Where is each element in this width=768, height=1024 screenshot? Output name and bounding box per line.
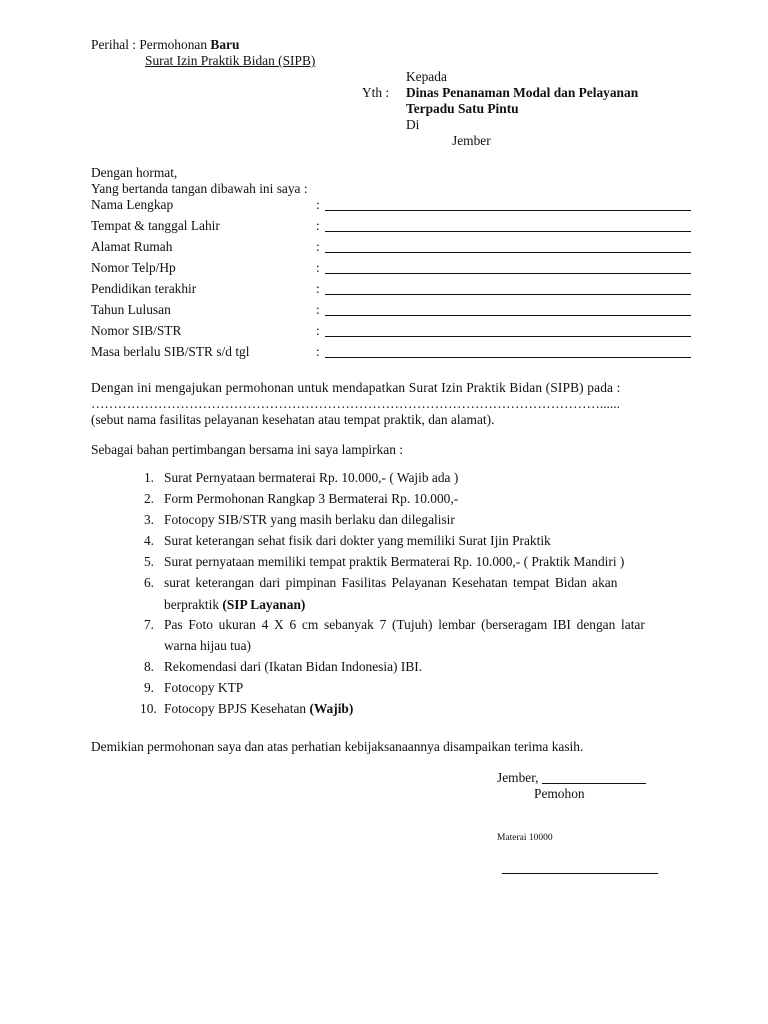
field-colon: : xyxy=(316,344,320,359)
list-text xyxy=(164,702,353,715)
field-colon: : xyxy=(316,218,320,233)
date-fill-line[interactable] xyxy=(542,783,646,784)
field-label: Masa berlalu SIB/STR s/d tgl xyxy=(91,344,250,359)
signature-line[interactable] xyxy=(502,873,658,874)
list-number: 1. xyxy=(143,470,154,485)
field-label: Pendidikan terakhir xyxy=(91,281,197,296)
field-row-education xyxy=(91,282,691,298)
fill-line[interactable] xyxy=(325,315,691,316)
field-row-address xyxy=(91,240,691,256)
list-text-line1: Pas Foto ukuran 4 X 6 cm sebanyak 7 (Tujuh) lembar (berseragam IBI dengan latar xyxy=(164,617,645,632)
list-text-line1: surat keterangan dari pimpinan Fasilitas Pelayanan Kesehatan tempat Bidan akan xyxy=(164,575,618,590)
fill-line[interactable] xyxy=(325,336,691,337)
field-label: Tempat & tanggal Lahir xyxy=(91,218,220,233)
subject-subtitle: Surat Izin Praktik Bidan (SIPB) xyxy=(145,53,316,68)
field-row-sib-expiry xyxy=(91,345,691,361)
stamp-label: Materai 10000 xyxy=(497,833,553,843)
request-text: Dengan ini mengajukan permohonan untuk mendapatkan Surat Izin Praktik Bidan (SIPB) pada : xyxy=(91,380,621,395)
list-text: Surat keterangan sehat fisik dari dokter yang memiliki Surat Ijin Praktik xyxy=(164,533,551,548)
field-row-name xyxy=(91,198,691,214)
recipient-yth: Yth : xyxy=(362,85,390,100)
recipient-line1: Dinas Penanaman Modal dan Pelayanan xyxy=(406,85,639,100)
signature-place-label: Jember, xyxy=(497,770,542,785)
field-row-graduation-year xyxy=(91,303,691,319)
list-text-line2: warna hijau tua) xyxy=(164,638,251,653)
field-label: Nomor SIB/STR xyxy=(91,323,182,338)
list-number: 3. xyxy=(143,512,154,527)
field-colon: : xyxy=(316,197,320,212)
list-text-plain: Fotocopy BPJS Kesehatan xyxy=(164,701,310,716)
subject-line xyxy=(91,38,239,51)
field-row-sib-number xyxy=(91,324,691,340)
list-text-line2 xyxy=(164,598,305,611)
field-colon: : xyxy=(316,323,320,338)
list-number: 2. xyxy=(143,491,154,506)
list-text: Rekomendasi dari (Ikatan Bidan Indonesia) IBI. xyxy=(164,659,423,674)
greeting: Dengan hormat, xyxy=(91,165,178,180)
fill-line[interactable] xyxy=(325,231,691,232)
field-row-phone xyxy=(91,261,691,277)
attachments-intro: Sebagai bahan pertimbangan bersama ini saya lampirkan : xyxy=(91,442,403,457)
field-colon: : xyxy=(316,302,320,317)
recipient-di: Di xyxy=(406,117,420,132)
closing-text: Demikian permohonan saya dan atas perhatian kebijaksanaannya disampaikan terima kasih. xyxy=(91,739,584,754)
list-text: Surat Pernyataan bermaterai Rp. 10.000,- ( Wajib ada ) xyxy=(164,470,459,485)
field-colon: : xyxy=(316,239,320,254)
list-text: Fotocopy KTP xyxy=(164,680,244,695)
list-text: Fotocopy SIB/STR yang masih berlaku dan dilegalisir xyxy=(164,512,455,527)
field-colon: : xyxy=(316,260,320,275)
fill-line[interactable] xyxy=(325,273,691,274)
list-number: 10. xyxy=(140,701,157,716)
list-text xyxy=(164,576,683,589)
field-colon: : xyxy=(316,281,320,296)
request-dots: ……………………………………………………………………………………………………...... xyxy=(91,397,620,411)
list-number: 9. xyxy=(143,680,154,695)
intro-text: Yang bertanda tangan dibawah ini saya : xyxy=(91,181,308,196)
fill-line[interactable] xyxy=(325,357,691,358)
list-number: 7. xyxy=(143,617,154,632)
list-number: 4. xyxy=(143,533,154,548)
request-note: (sebut nama fasilitas pelayanan kesehatan atau tempat praktik, dan alamat). xyxy=(91,412,495,427)
list-text-bold: (Wajib) xyxy=(309,701,354,716)
fill-line[interactable] xyxy=(325,294,691,295)
list-text-plain: berpraktik xyxy=(164,597,223,612)
list-number: 6. xyxy=(143,575,154,590)
fill-line[interactable] xyxy=(325,252,691,253)
list-text: Surat pernyataan memiliki tempat praktik Bermaterai Rp. 10.000,- ( Praktik Mandiri ) xyxy=(164,554,625,569)
recipient-kepada: Kepada xyxy=(406,69,447,84)
field-label: Alamat Rumah xyxy=(91,239,173,254)
subject-bold: Baru xyxy=(210,37,240,52)
recipient-city: Jember xyxy=(452,133,491,148)
field-label: Nomor Telp/Hp xyxy=(91,260,176,275)
field-label: Tahun Lulusan xyxy=(91,302,171,317)
field-row-birth xyxy=(91,219,691,235)
signature-place xyxy=(497,771,646,784)
recipient-line2: Terpadu Satu Pintu xyxy=(406,101,519,116)
list-text-bold: (SIP Layanan) xyxy=(222,597,306,612)
field-label: Nama Lengkap xyxy=(91,197,174,212)
list-number: 8. xyxy=(143,659,154,674)
list-text: Form Permohonan Rangkap 3 Bermaterai Rp. 10.000,- xyxy=(164,491,459,506)
signature-role: Pemohon xyxy=(534,786,585,801)
subject-label: Perihal : Permohonan xyxy=(91,37,211,52)
list-number: 5. xyxy=(143,554,154,569)
fill-line[interactable] xyxy=(325,210,691,211)
